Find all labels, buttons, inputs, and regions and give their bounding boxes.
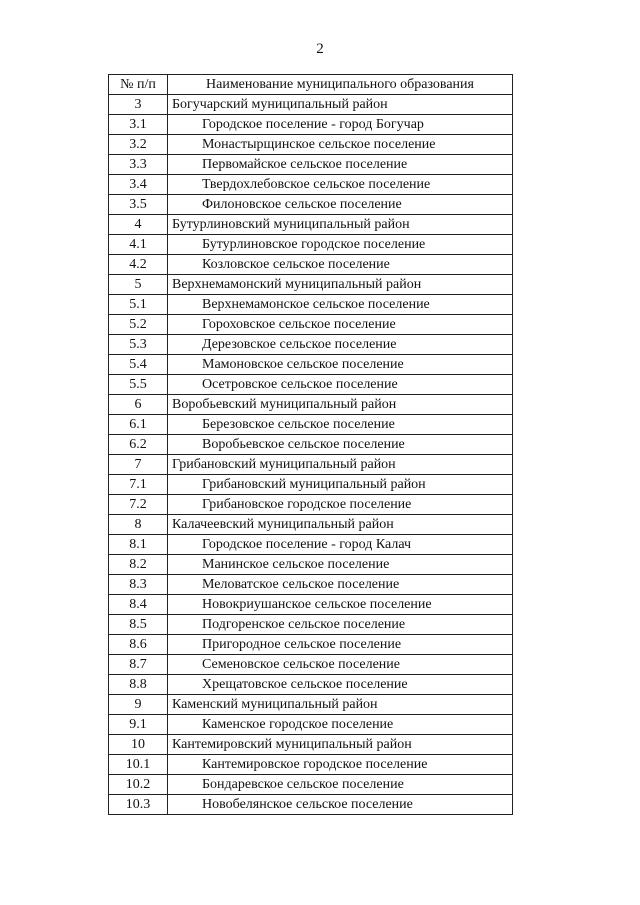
row-number: 8.7: [109, 655, 168, 675]
row-number: 5: [109, 275, 168, 295]
row-number: 7.1: [109, 475, 168, 495]
row-name: Семеновское сельское поселение: [168, 655, 513, 675]
row-name: Манинское сельское поселение: [168, 555, 513, 575]
row-number: 8: [109, 515, 168, 535]
row-name: Березовское сельское поселение: [168, 415, 513, 435]
row-number: 3.2: [109, 135, 168, 155]
header-name: Наименование муниципального образования: [168, 75, 513, 95]
row-name: Верхнемамонский муниципальный район: [168, 275, 513, 295]
row-number: 10: [109, 735, 168, 755]
settlement-row: [109, 775, 513, 795]
settlement-row: [109, 635, 513, 655]
table-body: [109, 95, 513, 815]
row-number: 3.5: [109, 195, 168, 215]
settlement-row: [109, 195, 513, 215]
settlement-row: [109, 295, 513, 315]
district-row: [109, 695, 513, 715]
row-number: 8.1: [109, 535, 168, 555]
row-name: Воробьевское сельское поселение: [168, 435, 513, 455]
settlement-row: [109, 535, 513, 555]
row-number: 7.2: [109, 495, 168, 515]
row-name: Твердохлебовское сельское поселение: [168, 175, 513, 195]
settlement-row: [109, 115, 513, 135]
row-name: Первомайское сельское поселение: [168, 155, 513, 175]
row-number: 9.1: [109, 715, 168, 735]
table-header-row: [109, 75, 513, 95]
row-number: 10.3: [109, 795, 168, 815]
row-number: 5.1: [109, 295, 168, 315]
district-row: [109, 275, 513, 295]
row-number: 3.1: [109, 115, 168, 135]
row-name: Бутурлиновское городское поселение: [168, 235, 513, 255]
row-name: Воробьевский муниципальный район: [168, 395, 513, 415]
row-number: 5.4: [109, 355, 168, 375]
settlement-row: [109, 135, 513, 155]
row-number: 8.4: [109, 595, 168, 615]
row-name: Осетровское сельское поселение: [168, 375, 513, 395]
row-name: Городское поселение - город Богучар: [168, 115, 513, 135]
row-name: Верхнемамонское сельское поселение: [168, 295, 513, 315]
municipality-table: [108, 74, 513, 815]
row-number: 8.3: [109, 575, 168, 595]
row-number: 5.3: [109, 335, 168, 355]
district-row: [109, 515, 513, 535]
row-name: Бутурлиновский муниципальный район: [168, 215, 513, 235]
district-row: [109, 215, 513, 235]
row-name: Грибановский муниципальный район: [168, 455, 513, 475]
settlement-row: [109, 415, 513, 435]
row-name: Каменское городское поселение: [168, 715, 513, 735]
settlement-row: [109, 255, 513, 275]
district-row: [109, 95, 513, 115]
row-name: Богучарский муниципальный район: [168, 95, 513, 115]
row-name: Калачеевский муниципальный район: [168, 515, 513, 535]
settlement-row: [109, 315, 513, 335]
row-number: 3.3: [109, 155, 168, 175]
settlement-row: [109, 155, 513, 175]
settlement-row: [109, 575, 513, 595]
row-number: 8.5: [109, 615, 168, 635]
row-name: Монастырщинское сельское поселение: [168, 135, 513, 155]
row-name: Кантемировский муниципальный район: [168, 735, 513, 755]
row-name: Новобелянское сельское поселение: [168, 795, 513, 815]
row-name: Новокриушанское сельское поселение: [168, 595, 513, 615]
row-number: 6.1: [109, 415, 168, 435]
row-number: 4: [109, 215, 168, 235]
row-name: Гороховское сельское поселение: [168, 315, 513, 335]
settlement-row: [109, 235, 513, 255]
row-number: 3: [109, 95, 168, 115]
row-number: 8.6: [109, 635, 168, 655]
row-number: 5.2: [109, 315, 168, 335]
row-name: Хрещатовское сельское поселение: [168, 675, 513, 695]
row-name: Меловатское сельское поселение: [168, 575, 513, 595]
row-name: Бондаревское сельское поселение: [168, 775, 513, 795]
row-name: Кантемировское городское поселение: [168, 755, 513, 775]
row-name: Мамоновское сельское поселение: [168, 355, 513, 375]
settlement-row: [109, 175, 513, 195]
page-number: 2: [316, 41, 324, 57]
settlement-row: [109, 675, 513, 695]
settlement-row: [109, 375, 513, 395]
row-name: Дерезовское сельское поселение: [168, 335, 513, 355]
row-name: Грибановский муниципальный район: [168, 475, 513, 495]
row-number: 6.2: [109, 435, 168, 455]
settlement-row: [109, 595, 513, 615]
settlement-row: [109, 795, 513, 815]
settlement-row: [109, 655, 513, 675]
row-name: Каменский муниципальный район: [168, 695, 513, 715]
settlement-row: [109, 555, 513, 575]
header-number: № п/п: [109, 75, 168, 95]
row-number: 3.4: [109, 175, 168, 195]
district-row: [109, 455, 513, 475]
row-number: 10.1: [109, 755, 168, 775]
settlement-row: [109, 355, 513, 375]
row-name: Городское поселение - город Калач: [168, 535, 513, 555]
row-number: 4.1: [109, 235, 168, 255]
settlement-row: [109, 755, 513, 775]
row-name: Козловское сельское поселение: [168, 255, 513, 275]
row-number: 8.8: [109, 675, 168, 695]
row-number: 10.2: [109, 775, 168, 795]
settlement-row: [109, 495, 513, 515]
settlement-row: [109, 335, 513, 355]
settlement-row: [109, 435, 513, 455]
row-number: 7: [109, 455, 168, 475]
row-number: 5.5: [109, 375, 168, 395]
row-number: 8.2: [109, 555, 168, 575]
row-number: 6: [109, 395, 168, 415]
row-name: Грибановское городское поселение: [168, 495, 513, 515]
settlement-row: [109, 475, 513, 495]
row-name: Подгоренское сельское поселение: [168, 615, 513, 635]
settlement-row: [109, 615, 513, 635]
row-name: Пригородное сельское поселение: [168, 635, 513, 655]
district-row: [109, 735, 513, 755]
district-row: [109, 395, 513, 415]
settlement-row: [109, 715, 513, 735]
row-number: 4.2: [109, 255, 168, 275]
row-name: Филоновское сельское поселение: [168, 195, 513, 215]
row-number: 9: [109, 695, 168, 715]
